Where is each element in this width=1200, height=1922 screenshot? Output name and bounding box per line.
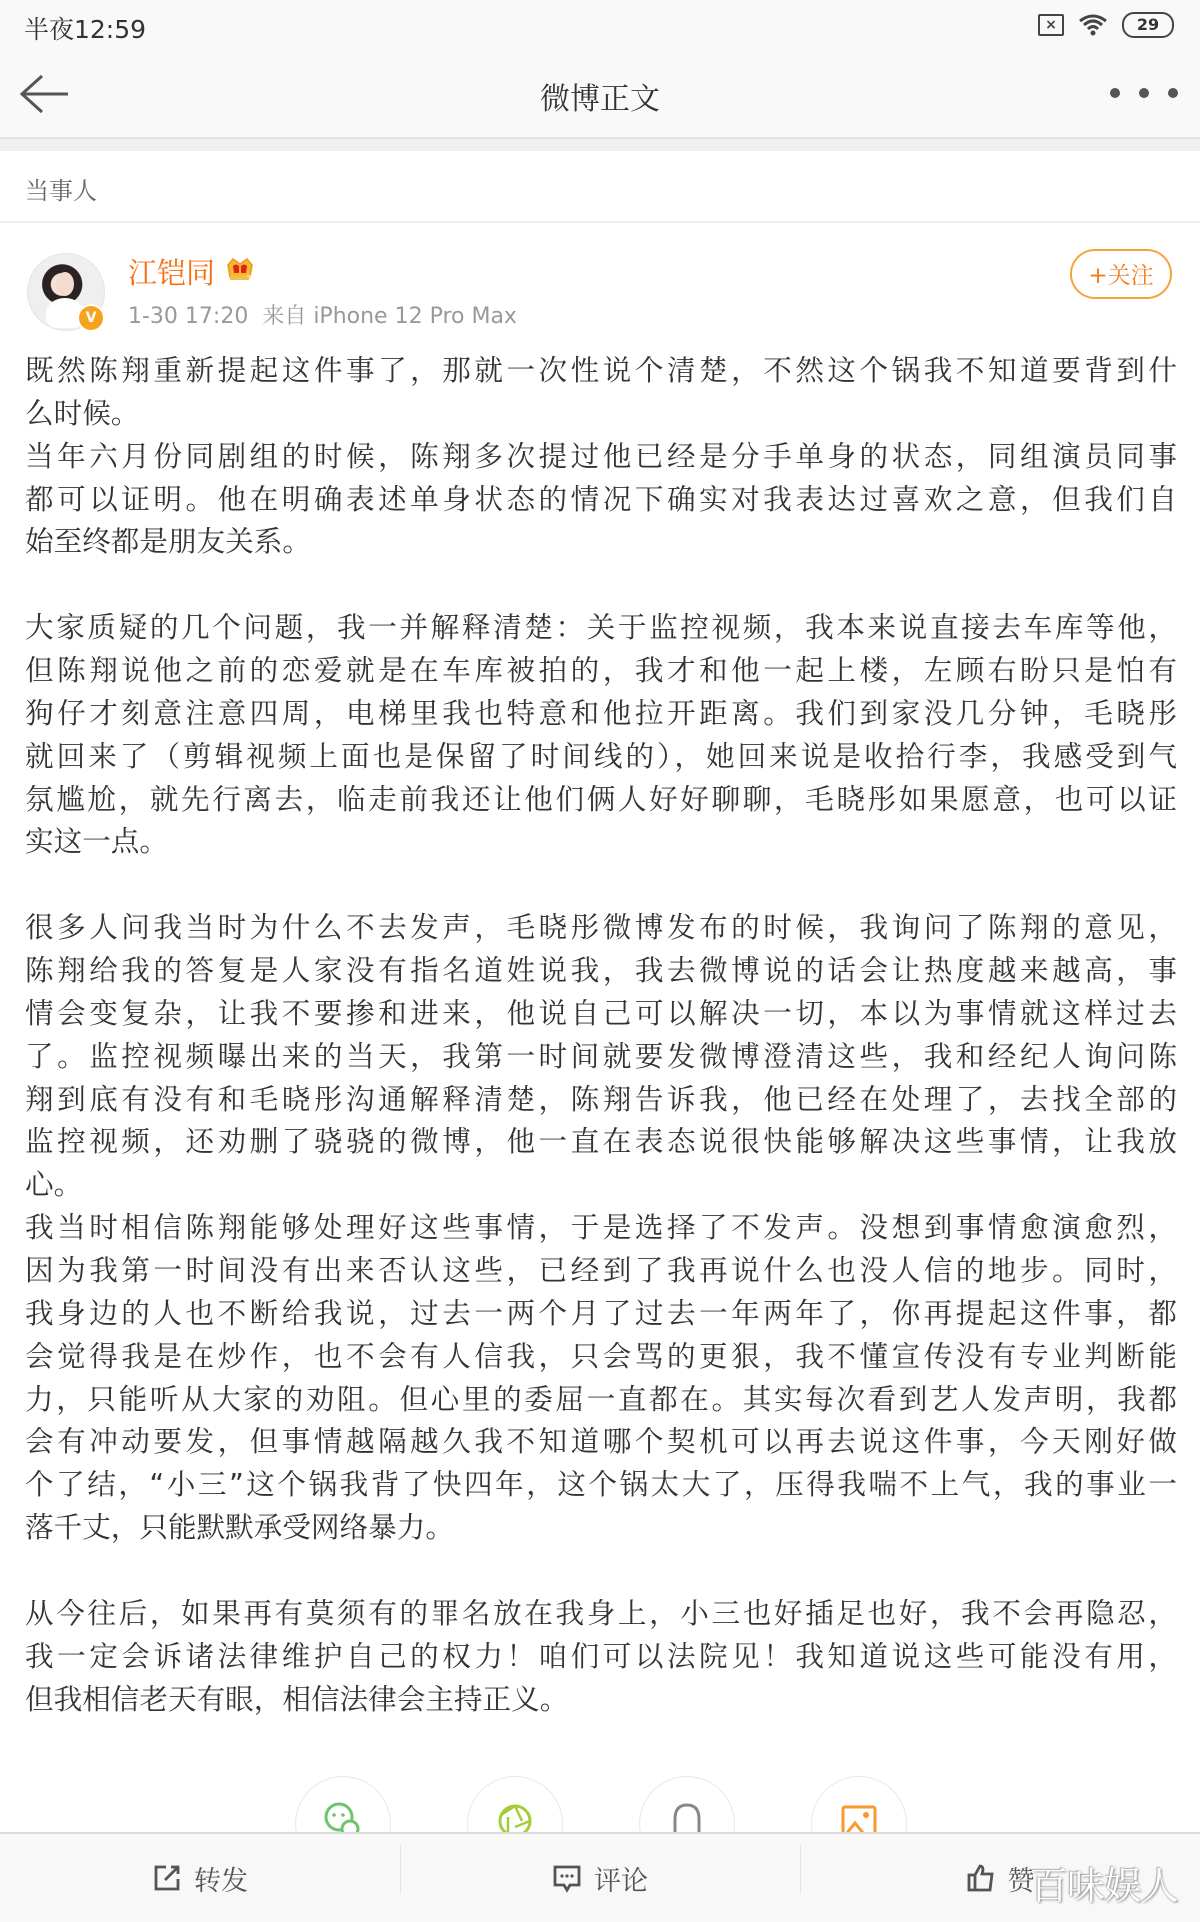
verified-badge-icon: V: [77, 304, 105, 332]
post-line: 都可以证明。他在明确表述单身状态的情况下确实对我表达过喜欢之意，但我们自: [25, 481, 1177, 516]
comment-icon: [552, 1863, 582, 1893]
post-line: 当年六月份同剧组的时候，陈翔多次提过他已经是分手单身的状态，同组演员同事: [25, 438, 1177, 473]
sim-missing-icon: ×: [1038, 14, 1064, 36]
post-line: 落千丈，只能默默承受网络暴力。: [25, 1510, 454, 1545]
status-time: 半夜12:59: [24, 15, 147, 44]
post-line: 监控视频，还劝删了骁骁的微博，他一直在表态说很快能够解决这些事情，让我放: [25, 1124, 1177, 1159]
repost-label: 转发: [194, 1865, 248, 1897]
battery-icon: 29: [1122, 12, 1174, 38]
save-image-icon: [839, 1801, 879, 1836]
post-line: 我身边的人也不断给我说，过去一两个月了过去一年两年了，你再提起这件事，都: [25, 1295, 1177, 1330]
comment-button[interactable]: [400, 1834, 800, 1922]
post-line: 既然陈翔重新提起这件事了，那就一次性说个清楚，不然这个锅我不知道要背到什: [25, 353, 1177, 387]
post-line: 就回来了（剪辑视频上面也是保留了时间线的），她回来说是收拾行李，我感受到气: [25, 738, 1177, 773]
post-source: 来自 iPhone 12 Pro Max: [262, 304, 517, 329]
watermark: 百味娱人: [1030, 1864, 1179, 1908]
repost-button[interactable]: [0, 1834, 400, 1922]
status-icons: [1038, 12, 1174, 38]
post-line: 狗仔才刻意注意四周，电梯里我也特意和他拉开距离。我们到家没几分钟，毛晓彤: [25, 695, 1177, 730]
more-dots-icon[interactable]: [1110, 88, 1178, 98]
post-line: 始至终都是朋友关系。: [25, 524, 311, 559]
paragraph-gap: [25, 1549, 1177, 1592]
vip-crown-icon: [225, 255, 255, 283]
post-body: [25, 349, 1177, 1721]
post-line: 因为我第一时间没有出来否认这些，已经到了我再说什么也没人信的地步。同时，: [25, 1253, 1177, 1288]
author-name[interactable]: 江铠同: [128, 256, 216, 290]
post-line: 心。: [25, 1167, 83, 1202]
moments-icon: [495, 1801, 535, 1836]
comment-label: 评论: [594, 1865, 648, 1897]
post-line: 我一定会诉诸法律维护自己的权力！咱们可以法院见！我知道说这些可能没有用，: [25, 1638, 1177, 1673]
post-line: 力，只能听从大家的劝阻。但心里的委屈一直都在。其实每次看到艺人发声明，我都: [25, 1381, 1177, 1416]
post-line: 会有冲动要发，但事情越隔越久我不知道哪个契机可以再去说这件事，今天刚好做: [25, 1424, 1177, 1459]
save-image-button[interactable]: [811, 1776, 907, 1836]
follow-button[interactable]: +关注: [1070, 249, 1172, 299]
post-line: 大家质疑的几个问题，我一并解释清楚：关于监控视频，我本来说直接去车库等他，: [25, 610, 1177, 645]
thumbs-up-icon: [966, 1863, 996, 1893]
paragraph-gap: [25, 863, 1177, 906]
post-line: 陈翔给我的答复是人家没有指名道姓说我，我去微博说的话会让热度越来越高，事: [25, 953, 1177, 988]
post-time: 1-30 17:20: [128, 304, 249, 329]
qq-icon: [667, 1801, 707, 1836]
post-line: 么时候。: [25, 395, 140, 430]
post-line: 个了结，“小三”这个锅我背了快四年，这个锅太大了，压得我喘不上气，我的事业一: [25, 1467, 1177, 1502]
share-moments-button[interactable]: [467, 1776, 563, 1836]
avatar-face: [56, 272, 74, 296]
post-line: 我当时相信陈翔能够处理好这些事情，于是选择了不发声。没想到事情愈演愈烈，: [25, 1210, 1177, 1245]
share-targets: [0, 1776, 1200, 1836]
post-meta: [128, 299, 517, 330]
section-gap: [0, 139, 1200, 151]
page-title: 微博正文: [540, 82, 660, 117]
top-nav-bar: [0, 52, 1200, 139]
post-line: 很多人问我当时为什么不去发声，毛晓彤微博发布的时候，我询问了陈翔的意见，: [25, 910, 1177, 945]
repost-icon: [152, 1863, 182, 1893]
post-line: 情会变复杂，让我不要掺和进来，他说自己可以解决一切，本以为事情就这样过去: [25, 995, 1177, 1030]
post-line: 但我相信老天有眼，相信法律会主持正义。: [25, 1681, 569, 1716]
share-wechat-button[interactable]: [295, 1776, 391, 1836]
post-line: 翔到底有没有和毛晓彤沟通解释清楚，陈翔告诉我，他已经在处理了，去找全部的: [25, 1081, 1177, 1116]
wechat-icon: [323, 1801, 363, 1836]
status-bar: [0, 0, 1200, 52]
section-header: [0, 151, 1200, 223]
post-line: 了。监控视频曝出来的当天，我第一时间就要发微博澄清这些，我和经纪人询问陈: [25, 1038, 1177, 1073]
paragraph-gap: [25, 563, 1177, 606]
section-label: 当事人: [25, 177, 97, 205]
wifi-icon: [1078, 13, 1108, 37]
post-header: [0, 223, 1200, 343]
post-line: 实这一点。: [25, 824, 168, 859]
post-line: 但陈翔说他之前的恋爱就是在车库被拍的，我才和他一起上楼，左顾右盼只是怕有: [25, 653, 1177, 688]
post-line: 氛尴尬，就先行离去，临走前我还让他们俩人好好聊聊，毛晓彤如果愿意，也可以证: [25, 781, 1177, 816]
svg-text:7: 7: [246, 275, 252, 283]
share-qq-button[interactable]: [639, 1776, 735, 1836]
post-line: 会觉得我是在炒作，也不会有人信我，只会骂的更狠，我不懂宣传没有专业判断能: [25, 1338, 1177, 1373]
bottom-toolbar: [0, 1832, 1200, 1922]
post-line: 从今往后，如果再有莫须有的罪名放在我身上，小三也好插足也好，我不会再隐忍，: [25, 1595, 1177, 1630]
like-label: 赞: [1007, 1865, 1035, 1897]
